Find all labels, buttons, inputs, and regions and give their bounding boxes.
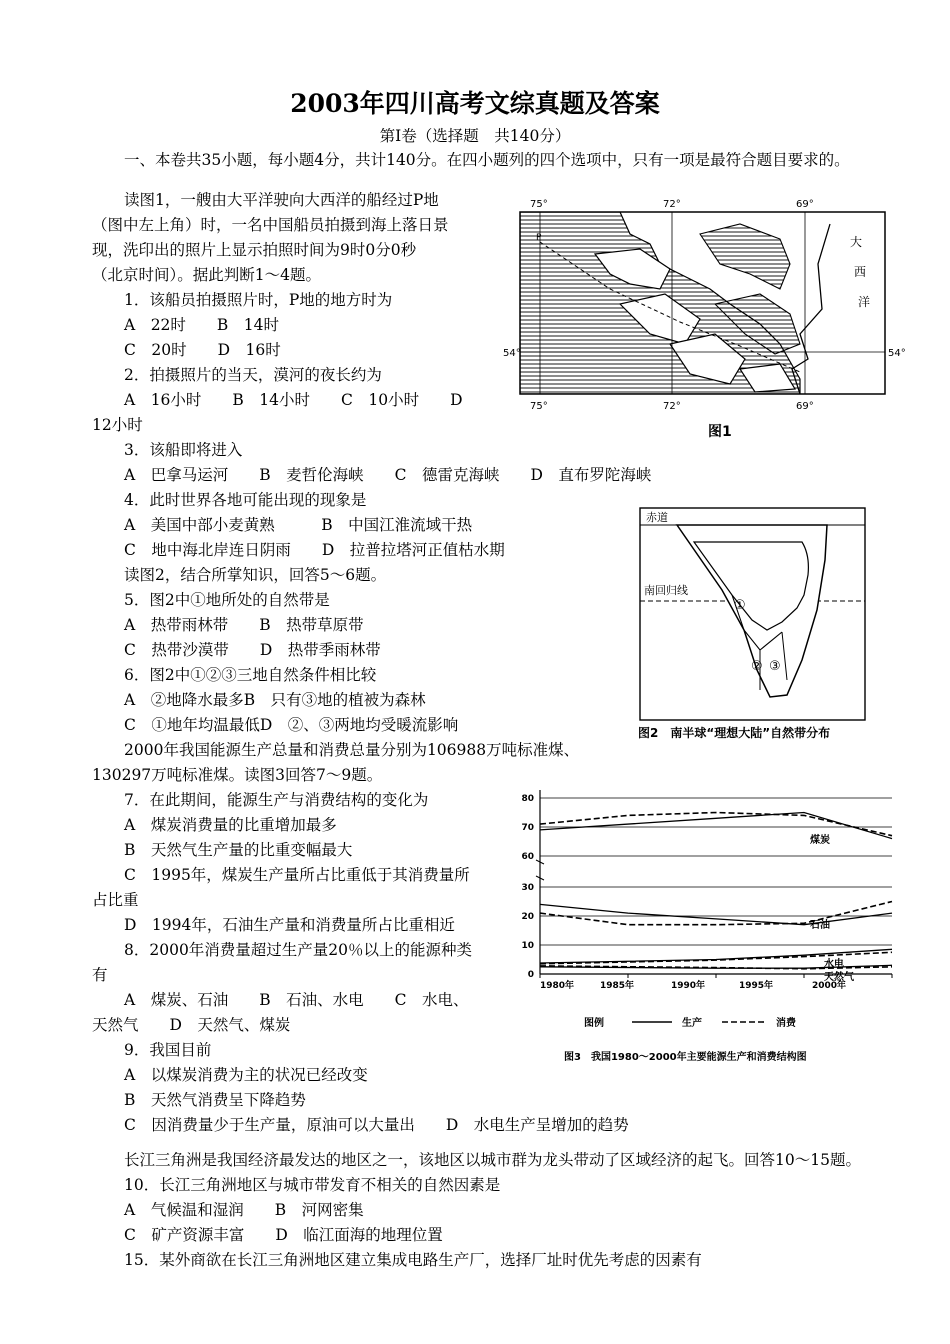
option-row: 占比重: [92, 891, 139, 909]
text-line: 读图1，一艘由大平洋驶向大西洋的船经过P地: [124, 191, 439, 209]
lon-label: 75°: [530, 401, 548, 412]
x-tick-label: 1990年: [671, 981, 706, 991]
ocean-label: 大: [850, 235, 863, 249]
question: 7．在此期间，能源生产与消费结构的变化为: [124, 791, 429, 809]
option-row: A ②地降水最多B 只有③地的植被为森林: [124, 691, 426, 709]
text-line: 读图2，结合所掌知识，回答5～6题。: [124, 566, 387, 584]
legend-production-label: 生产: [682, 1018, 702, 1029]
option-row: C 因消费量少于生产量，原油可以大量出 D 水电生产呈增加的趋势: [124, 1116, 629, 1134]
question: 2．拍摄照片的当天，漠河的夜长约为: [124, 366, 382, 384]
text-line: 有: [92, 966, 108, 984]
option-row: 天然气 D 天然气、煤炭: [92, 1016, 291, 1034]
legend-consumption-label: 消费: [776, 1018, 796, 1029]
map-svg: [500, 194, 910, 444]
section-intro: 一、本卷共35小题，每小题4分，共计140分。在四小题列的四个选项中，只有一项是最符合题目要求的。: [124, 151, 850, 169]
series-line-3: [540, 902, 892, 925]
figure-caption: 图2 南半球“理想大陆”自然带分布: [638, 726, 831, 740]
option-row: B 天然气生产量的比重变幅最大: [124, 841, 353, 859]
zone-marker: ②: [751, 659, 763, 674]
option-row: A 热带雨林带 B 热带草原带: [124, 616, 364, 634]
tropic-label: 南回归线: [644, 584, 688, 597]
point-label: P: [536, 233, 542, 243]
y-tick-label: 10: [521, 941, 534, 951]
option-row: C 矿产资源丰富 D 临江面海的地理位置: [124, 1226, 443, 1244]
option-row: A 以煤炭消费为主的状况已经改变: [124, 1066, 368, 1084]
lat-label: 54°: [888, 348, 906, 359]
question: 3．该船即将进入: [124, 441, 243, 459]
zone-marker: ①: [734, 598, 746, 613]
question: 4．此时世界各地可能出现的现象是: [124, 491, 367, 509]
figure-2-diagram: [632, 500, 882, 750]
lon-label: 72°: [663, 401, 681, 412]
text-line: 现，洗印出的照片上显示拍照时间为9时0分0秒: [92, 241, 417, 259]
y-tick-label: 70: [521, 823, 534, 833]
series-label-oil: 石油: [810, 920, 830, 931]
lon-label: 69°: [796, 401, 814, 412]
series-label-hydro: 水电: [824, 959, 844, 970]
lon-label: 72°: [663, 199, 681, 210]
x-tick-label: 2000年: [812, 981, 847, 991]
text-line: （图中左上角）时，一名中国船员拍摄到海上落日景: [92, 216, 449, 234]
option-row: B 天然气消费呈下降趋势: [124, 1091, 306, 1109]
option-row: A 美国中部小麦黄熟 B 中国江淮流域干热: [124, 516, 473, 534]
question: 15．某外商欲在长江三角洲地区建立集成电路生产厂，选择厂址时优先考虑的因素有: [124, 1251, 702, 1269]
page-title: 2003年四川高考文综真题及答案: [290, 89, 660, 118]
y-tick-label: 80: [521, 794, 534, 804]
figure-caption: 图1: [708, 424, 732, 440]
question: 10．长江三角洲地区与城市带发育不相关的自然因素是: [124, 1176, 501, 1194]
option-row: A 22时 B 14时: [124, 316, 280, 334]
text-line: 2000年我国能源生产总量和消费总量分别为106988万吨标准煤、: [124, 741, 580, 759]
legend-title: 图例: [584, 1018, 604, 1029]
text-line: 长江三角洲是我国经济最发达的地区之一，该地区以城市群为龙头带动了区域经济的起飞。回答10～15题。: [124, 1151, 861, 1169]
option-row: 12小时: [92, 416, 143, 434]
figure-caption: 图3 我国1980～2000年主要能源生产和消费结构图: [564, 1052, 807, 1063]
y-tick-label: 20: [521, 912, 534, 922]
option-row: C ①地年均温最低D ②、③两地均受暖流影响: [124, 716, 459, 734]
option-row: A 16小时 B 14小时 C 10小时 D: [124, 391, 463, 409]
lat-label: 54°: [503, 348, 521, 359]
option-row: A 气候温和湿润 B 河网密集: [124, 1201, 364, 1219]
y-tick-label: 60: [521, 852, 534, 862]
x-tick-label: 1985年: [600, 981, 635, 991]
series-line-1: [540, 813, 892, 836]
zone-marker: ③: [769, 659, 781, 674]
energy-chart-svg: [512, 782, 922, 1072]
option-row: A 巴拿马运河 B 麦哲伦海峡 C 德雷克海峡 D 直布罗陀海峡: [124, 466, 652, 484]
ocean-label: 洋: [858, 295, 871, 309]
option-row: C 地中海北岸连日阴雨 D 拉普拉塔河正值枯水期: [124, 541, 505, 559]
x-tick-label: 1995年: [739, 981, 774, 991]
option-row: A 煤炭消费量的比重增加最多: [124, 816, 337, 834]
y-tick-label: 30: [521, 883, 534, 893]
section-subtitle: 第Ⅰ卷（选择题 共140分）: [379, 127, 571, 145]
question: 5．图2中①地所处的自然带是: [124, 591, 330, 609]
equator-label: 赤道: [646, 511, 668, 524]
text-line: 130297万吨标准煤。读图3回答7～9题。: [92, 766, 383, 784]
text-line: （北京时间）。据此判断1～4题。: [92, 266, 321, 284]
series-label-gas: 天然气: [824, 972, 854, 983]
series-line-0: [540, 813, 892, 839]
lon-label: 75°: [530, 199, 548, 210]
series-label-coal: 煤炭: [810, 835, 830, 846]
figure-1-map: [500, 194, 910, 444]
question: 9．我国目前: [124, 1041, 212, 1059]
question: 1．该船员拍摄照片时，P地的地方时为: [124, 291, 393, 309]
figure-3-chart: [512, 782, 922, 1072]
option-row: C 热带沙漠带 D 热带季雨林带: [124, 641, 381, 659]
continent-svg: [632, 500, 882, 750]
x-tick-label: 1980年: [540, 981, 575, 991]
lon-label: 69°: [796, 199, 814, 210]
y-tick-label: 0: [527, 970, 534, 980]
option-row: C 1995年，煤炭生产量所占比重低于其消费量所: [124, 866, 470, 884]
option-row: A 煤炭、石油 B 石油、水电 C 水电、: [124, 991, 469, 1009]
option-row: D 1994年，石油生产量和消费量所占比重相近: [124, 916, 455, 934]
question: 6．图2中①②③三地自然条件相比较: [124, 666, 377, 684]
question: 8．2000年消费量超过生产量20％以上的能源种类: [124, 941, 473, 959]
option-row: C 20时 D 16时: [124, 341, 281, 359]
ocean-label: 西: [854, 265, 867, 279]
